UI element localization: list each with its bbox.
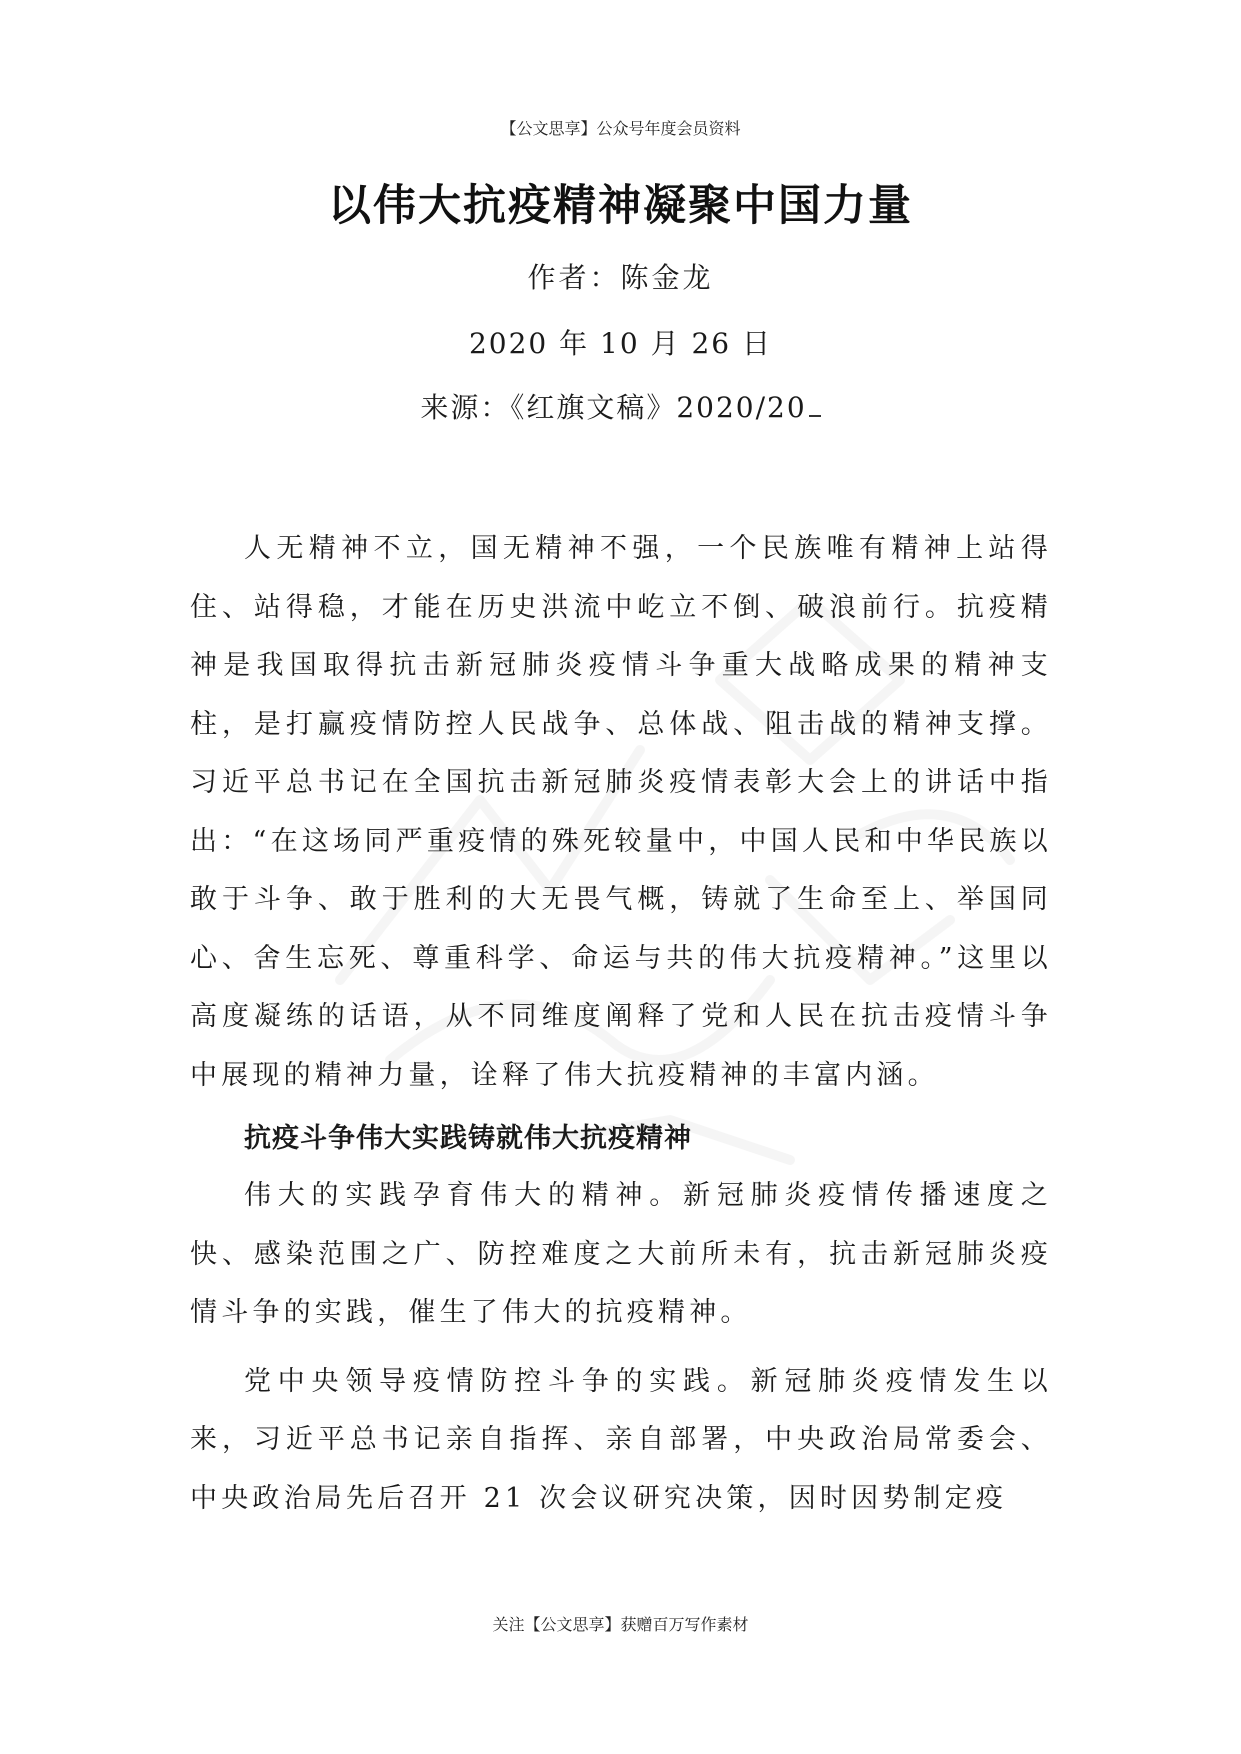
article-source: 来源：《红旗文稿》2020/20 — [420, 391, 807, 424]
section-heading-1: 抗疫斗争伟大实践铸就伟大抗疫精神 — [244, 1123, 692, 1154]
body-paragraph-1: 人无精神不立，国无精神不强，一个民族唯有精神上站得住、站得稳，才能在历史洪流中屹立不倒、破浪前行。抗疫精神是我国取得抗击新冠肺炎疫情斗争重大战略成果的精神支柱，是打赢疫情防控人民战争、总体战、阻击战的精神支撑。习近平总书记在全国抗击新冠肺炎疫情表彰大会上的讲话中指出：“在这场同严重疫情的殊死较量中，中国人民和中华民族以敢于斗争、敢于胜利的大无畏气概，铸就了生命至上、举国同心、舍生忘死、尊重科学、命运与共的伟大抗疫精神。”这里以高度凝练的话语，从不同维度阐释了党和人民在抗击疫情斗争中展现的精神力量，诠释了伟大抗疫精神的丰富内涵。 — [190, 533, 1052, 1091]
text-cursor — [809, 415, 821, 417]
article-title: 以伟大抗疫精神凝聚中国力量 — [328, 181, 913, 231]
article-date: 2020 年 10 月 26 日 — [468, 327, 773, 360]
page-header: 【公文思享】公众号年度会员资料 — [500, 119, 741, 138]
article-body — [190, 520, 1052, 1528]
page-footer: 关注【公文思享】获赠百万写作素材 — [492, 1615, 749, 1634]
article-author: 作者：陈金龙 — [527, 261, 714, 294]
body-paragraph-3: 党中央领导疫情防控斗争的实践。新冠肺炎疫情发生以来，习近平总书记亲自指挥、亲自部署，中央政治局常委会、中央政治局先后召开 21 次会议研究决策，因时因势制定疫 — [190, 1365, 1052, 1514]
body-paragraph-2: 伟大的实践孕育伟大的精神。新冠肺炎疫情传播速度之快、感染范围之广、防控难度之大前所未有，抗击新冠肺炎疫情斗争的实践，催生了伟大的抗疫精神。 — [190, 1180, 1052, 1328]
article-source-line — [0, 386, 1241, 426]
